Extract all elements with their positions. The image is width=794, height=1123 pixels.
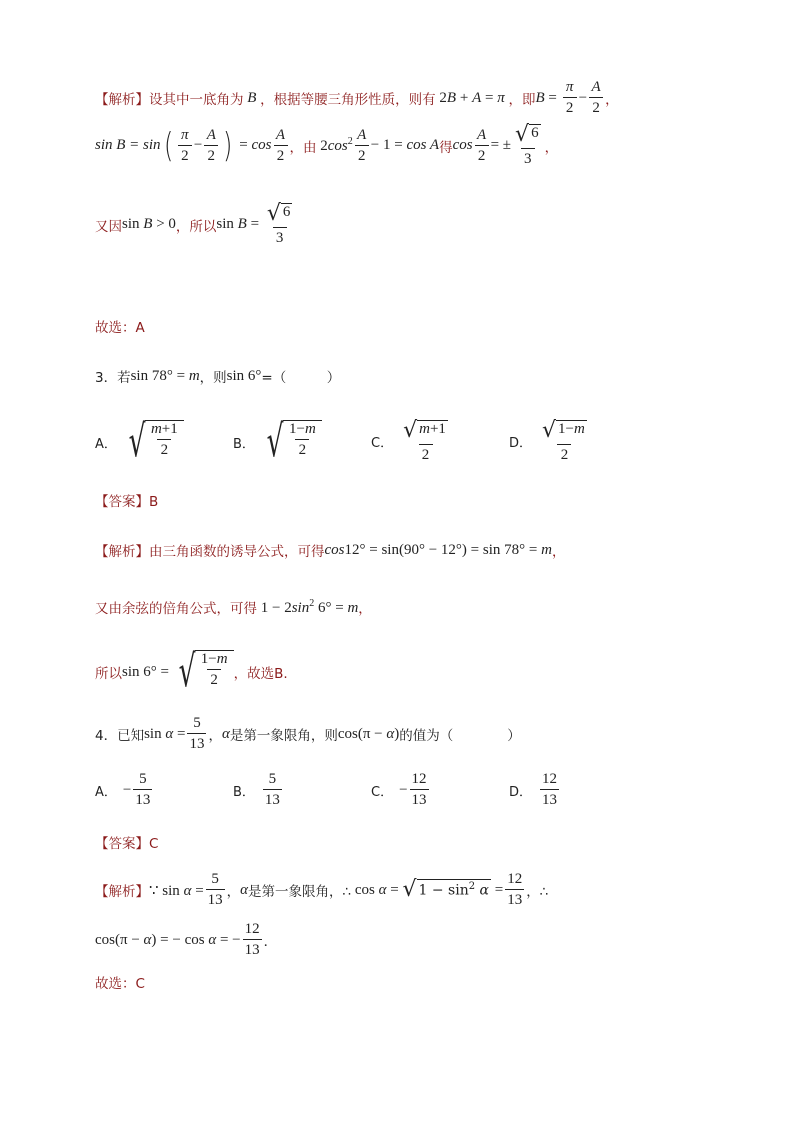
q4-answer: 【答案】C [95,836,159,852]
q3-explanation-3: 所以 sin 6° = √ $\frac{1-m}{2}$ ，故选B. [95,646,288,697]
q3-option-d[interactable]: D． √ 1−m 2 [509,418,585,463]
q4-option-d[interactable]: D． $\frac{12}{13}$ [509,771,558,808]
q3-option-b[interactable]: B． √ $\frac{1-m}{2}$ [233,420,322,464]
q4-explanation-2: cos(π − α) = − cos α = − $\frac{12}{13}$ ． [95,921,278,958]
q3-explanation-1: 【解析】 由三角函数的诱导公式，可得 cos12° = sin(90° − 12°) = sin 78° = m ， [95,541,566,560]
question-4-stem: 4．已知 sin α = $\frac{5}{13}$ ， α 是第一象限角，则 cos(π − α) 的值为（ ） [95,715,521,752]
q4-final-choice: 故选：C [95,976,145,992]
analysis-line-3: 又因 sin B > 0 ，所以 sin B = √ 6 3 [95,201,291,246]
q4-option-a[interactable]: A． − $\frac{5}{13}$ [95,771,151,808]
analysis-line-2: sin B = sin ( $\frac{\pi}{2}$ − $\frac{A}{2}$ ) = cos $\frac{A}{2}$ ，由 $2\cos^2$ $\frac{A}{2}$ − 1 = cos A 得 cos $\frac{A}{2}$ = ± √ 6 3 ， [95,122,559,167]
q4-option-b[interactable]: B． $\frac{5}{13}$ [233,771,280,808]
q4-explanation-1: 【解析】 ∵ sin α = $\frac{5}{13}$ ， α 是第一象限角，∴ cos α = √ $1 - \sin^2 \alpha$ = $\frac{12}{13}$ ，∴ [95,871,549,908]
q4-option-c[interactable]: C． − $\frac{12}{13}$ [371,771,427,808]
answer-choice-1: 故选：A [95,320,145,336]
q3-option-c[interactable]: C． √ m+1 2 [371,418,446,463]
q3-answer: 【答案】B [95,494,159,510]
q3-explanation-2: 又由余弦的倍角公式，可得 $1 - 2\sin^2$ 6° = m ， [95,597,372,617]
q3-option-a[interactable]: A． √ $\frac{m+1}{2}$ [95,420,184,464]
question-3-stem: 3．若 sin 78° = m ，则 sin 6° =（ ） [95,367,341,386]
analysis-line-1: 【解析】 设其中一底角为 B ，根据等腰三角形性质，则有 2B + A = π ，即 B = $\frac{\pi}{2}$ − $\frac{A}{2}$ ， [95,79,619,116]
analysis-tag: 【解析】 [95,92,149,108]
